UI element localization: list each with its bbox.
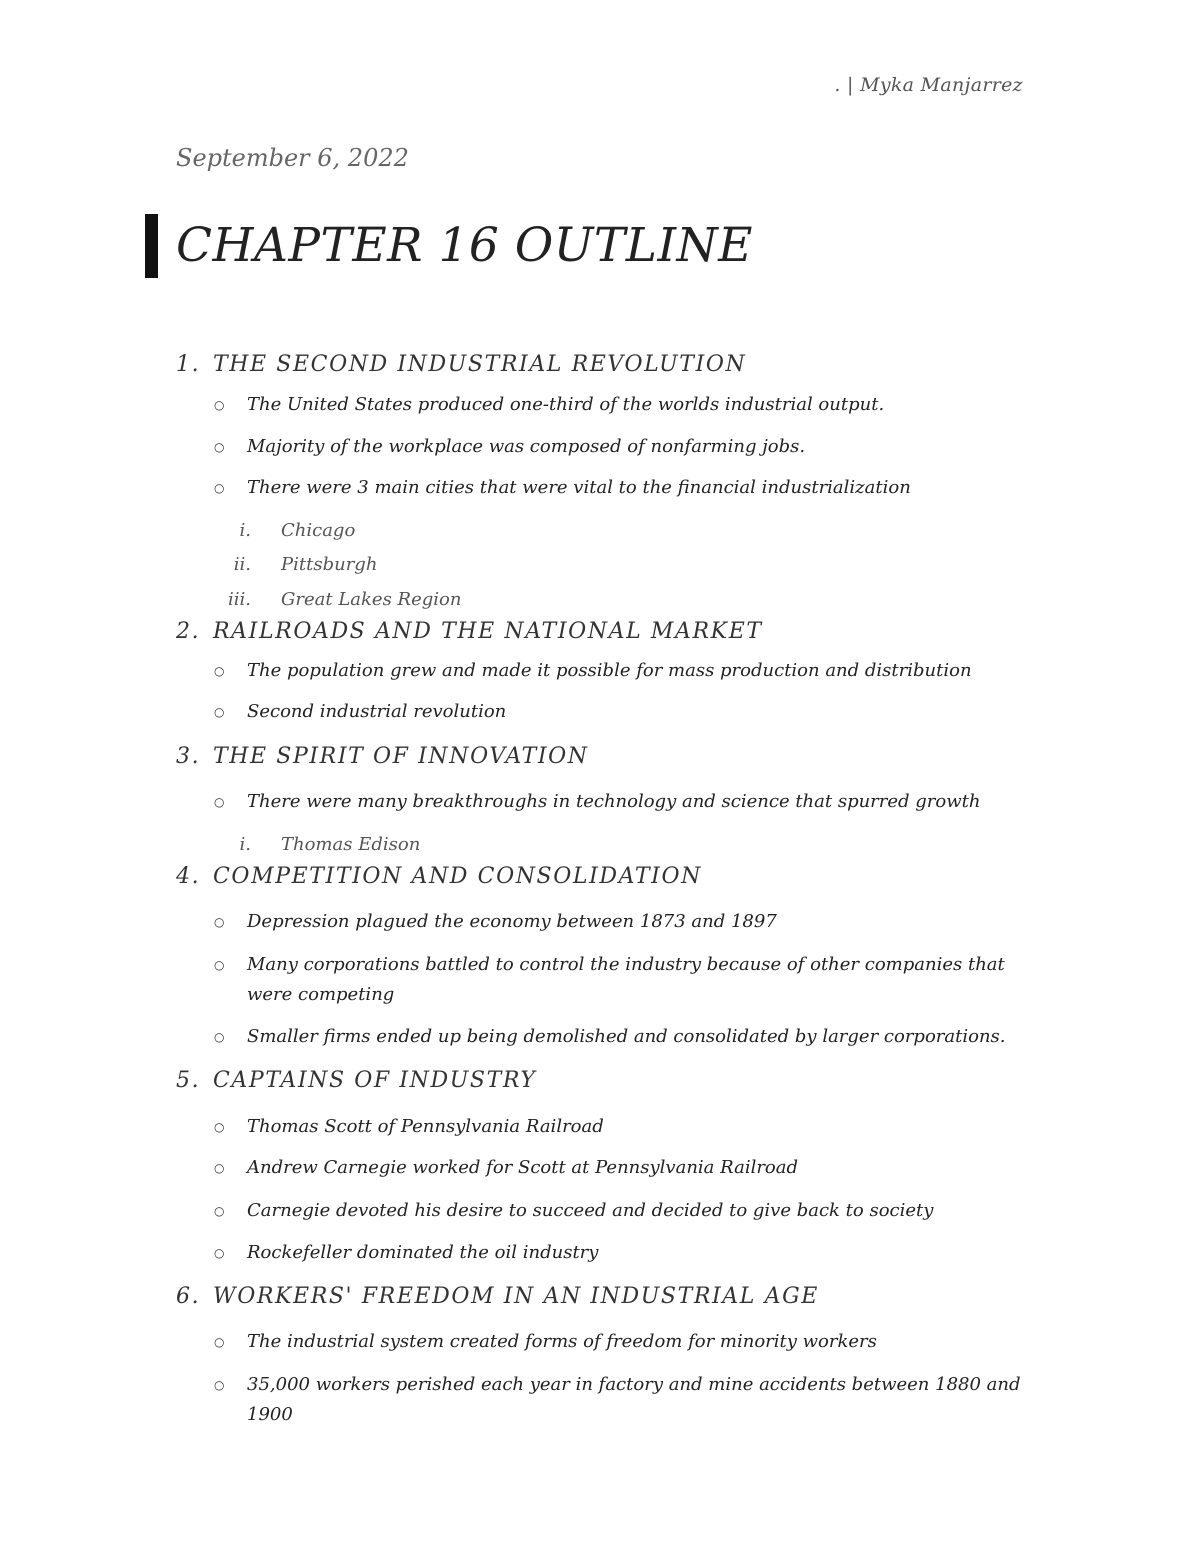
section-title: THE SECOND INDUSTRIAL REVOLUTION xyxy=(213,352,747,377)
bullet-text: Thomas Scott of Pennsylvania Railroad xyxy=(247,1116,604,1137)
bullet-circle-icon: ○ xyxy=(214,664,225,678)
section-heading xyxy=(176,352,1036,377)
bullet-circle-icon: ○ xyxy=(214,1161,225,1175)
bullet-text: Second industrial revolution xyxy=(247,701,507,722)
bullet-circle-icon: ○ xyxy=(214,1030,225,1044)
section-1 xyxy=(176,352,1036,610)
bullet-circle-icon: ○ xyxy=(214,915,225,929)
bullet-text: Many corporations battled to control the industry because of other companies that were competing xyxy=(247,954,1005,1005)
section-6 xyxy=(176,1284,1036,1425)
section-number: 1. xyxy=(176,352,201,377)
section-heading xyxy=(176,1068,1036,1093)
bullet-circle-icon: ○ xyxy=(214,795,225,809)
bullet-circle-icon: ○ xyxy=(214,481,225,495)
bullet-text: The industrial system created forms of freedom for minority workers xyxy=(247,1331,877,1352)
section-number: 5. xyxy=(176,1068,201,1093)
section-4 xyxy=(176,864,1036,1047)
section-title: COMPETITION AND CONSOLIDATION xyxy=(213,864,702,889)
section-title: RAILROADS AND THE NATIONAL MARKET xyxy=(213,619,763,644)
sub-item-text: Pittsburgh xyxy=(281,554,378,575)
bullet-text: Andrew Carnegie worked for Scott at Pennsylvania Railroad xyxy=(247,1157,799,1178)
sub-item-text: Chicago xyxy=(281,520,356,541)
bullet-text: 35,000 workers perished each year in factory and mine accidents between 1880 and 1900 xyxy=(247,1374,1021,1425)
sub-item-number: i. xyxy=(239,520,251,541)
section-number: 3. xyxy=(176,744,201,769)
section-number: 2. xyxy=(176,619,201,644)
bullet-text: There were 3 main cities that were vital to the financial industrialization xyxy=(247,477,911,498)
section-heading xyxy=(176,744,1036,769)
bullet-text: Depression plagued the economy between 1873 and 1897 xyxy=(247,911,777,932)
bullet-circle-icon: ○ xyxy=(214,1120,225,1134)
section-3 xyxy=(176,744,1036,855)
sub-item-text: Thomas Edison xyxy=(281,834,421,855)
section-title: THE SPIRIT OF INNOVATION xyxy=(213,744,589,769)
bullet-circle-icon: ○ xyxy=(214,398,225,412)
bullet-circle-icon: ○ xyxy=(214,440,225,454)
bullet-text: Smaller firms ended up being demolished and consolidated by larger corporations. xyxy=(247,1026,1006,1047)
section-title: CAPTAINS OF INDUSTRY xyxy=(213,1068,537,1093)
bullet-text: Majority of the workplace was composed of nonfarming jobs. xyxy=(247,436,806,457)
bullet-text: The United States produced one-third of the worlds industrial output. xyxy=(247,394,885,415)
page-title: CHAPTER 16 OUTLINE xyxy=(176,218,753,273)
bullet-circle-icon: ○ xyxy=(214,958,225,972)
bullet-text: The population grew and made it possible for mass production and distribution xyxy=(247,660,972,681)
section-heading xyxy=(176,619,1036,644)
section-heading xyxy=(176,864,1036,889)
section-number: 6. xyxy=(176,1284,201,1309)
header-author: . | Myka Manjarrez xyxy=(834,74,1023,96)
bullet-circle-icon: ○ xyxy=(214,705,225,719)
sub-item-number: i. xyxy=(239,834,251,855)
bullet-text: There were many breakthroughs in technology and science that spurred growth xyxy=(247,791,981,812)
bullet-circle-icon: ○ xyxy=(214,1204,225,1218)
section-2 xyxy=(176,619,1036,722)
title-accent-bar xyxy=(145,214,158,278)
sub-item-number: iii. xyxy=(228,589,251,610)
bullet-circle-icon: ○ xyxy=(214,1335,225,1349)
section-heading xyxy=(176,1284,1036,1309)
section-5 xyxy=(176,1068,1036,1263)
bullet-text: Carnegie devoted his desire to succeed and decided to give back to society xyxy=(247,1200,934,1221)
sub-item-number: ii. xyxy=(233,554,251,575)
bullet-circle-icon: ○ xyxy=(214,1246,225,1260)
section-number: 4. xyxy=(176,864,201,889)
bullet-text: Rockefeller dominated the oil industry xyxy=(247,1242,599,1263)
bullet-circle-icon: ○ xyxy=(214,1378,225,1392)
sub-item-text: Great Lakes Region xyxy=(281,589,462,610)
document-date: September 6, 2022 xyxy=(176,144,409,172)
section-title: WORKERS' FREEDOM IN AN INDUSTRIAL AGE xyxy=(213,1284,819,1309)
